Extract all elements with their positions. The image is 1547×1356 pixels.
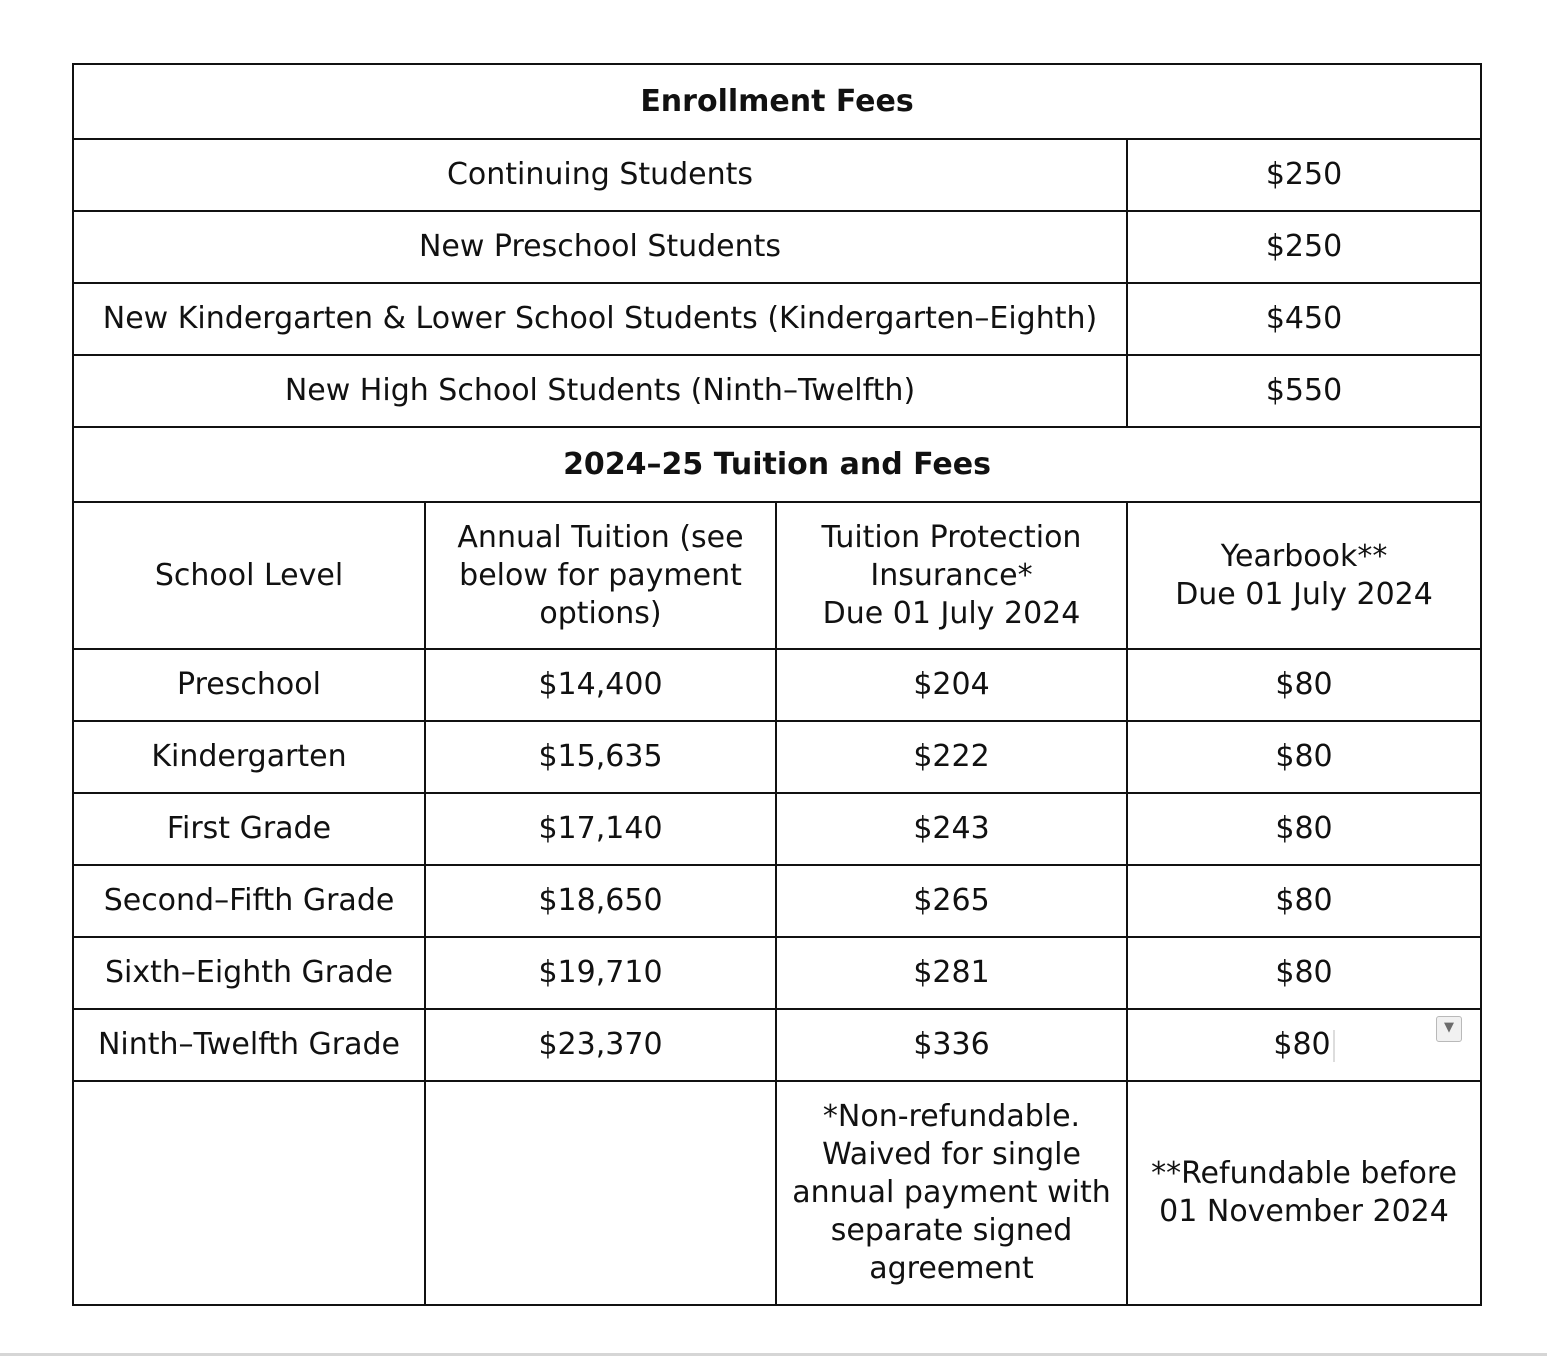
yearbook-cell[interactable]: $80: [1127, 649, 1481, 721]
enrollment-title[interactable]: Enrollment Fees: [73, 64, 1481, 139]
header-insurance[interactable]: [776, 502, 1127, 649]
school-level-cell[interactable]: First Grade: [73, 793, 425, 865]
school-level-cell[interactable]: Kindergarten: [73, 721, 425, 793]
annual-tuition-cell[interactable]: $15,635: [425, 721, 776, 793]
insurance-cell[interactable]: $336: [776, 1009, 1127, 1081]
tuition-row: [73, 721, 1481, 793]
empty-note-cell[interactable]: [425, 1081, 776, 1305]
text-cursor: [1333, 1030, 1335, 1062]
header-yearbook[interactable]: [1127, 502, 1481, 649]
empty-note-cell[interactable]: [73, 1081, 425, 1305]
enrollment-fee[interactable]: $250: [1127, 139, 1481, 211]
school-level-cell[interactable]: Second–Fifth Grade: [73, 865, 425, 937]
enrollment-row: [73, 283, 1481, 355]
header-insurance-line2: Due 01 July 2024: [822, 595, 1081, 631]
yearbook-cell-active[interactable]: [1127, 1009, 1481, 1081]
tuition-title-row: [73, 427, 1481, 502]
yearbook-cell[interactable]: $80: [1127, 793, 1481, 865]
enrollment-fee[interactable]: $250: [1127, 211, 1481, 283]
annual-tuition-cell[interactable]: $18,650: [425, 865, 776, 937]
enrollment-title-row: [73, 64, 1481, 139]
annual-tuition-cell[interactable]: $17,140: [425, 793, 776, 865]
tuition-row: [73, 937, 1481, 1009]
yearbook-cell[interactable]: $80: [1127, 721, 1481, 793]
notes-row: [73, 1081, 1481, 1305]
fees-document: [72, 63, 1480, 1306]
tuition-row: [73, 865, 1481, 937]
enrollment-row: [73, 211, 1481, 283]
yearbook-cell[interactable]: $80: [1127, 865, 1481, 937]
fees-table: [72, 63, 1482, 1306]
yearbook-cell[interactable]: $80: [1127, 937, 1481, 1009]
tuition-header-row: [73, 502, 1481, 649]
yearbook-value: $80: [1273, 1027, 1331, 1062]
school-level-cell[interactable]: Ninth–Twelfth Grade: [73, 1009, 425, 1081]
header-school-level[interactable]: School Level: [73, 502, 425, 649]
enrollment-fee[interactable]: $550: [1127, 355, 1481, 427]
insurance-cell[interactable]: $204: [776, 649, 1127, 721]
chevron-down-icon[interactable]: ▼: [1436, 1016, 1462, 1042]
header-yearbook-line1: Yearbook**: [1220, 538, 1388, 574]
enrollment-label[interactable]: New Preschool Students: [73, 211, 1127, 283]
school-level-cell[interactable]: Sixth–Eighth Grade: [73, 937, 425, 1009]
enrollment-row: [73, 355, 1481, 427]
insurance-cell[interactable]: $222: [776, 721, 1127, 793]
enrollment-row: [73, 139, 1481, 211]
annual-tuition-cell[interactable]: $23,370: [425, 1009, 776, 1081]
insurance-cell[interactable]: $243: [776, 793, 1127, 865]
yearbook-note[interactable]: **Refundable before 01 November 2024: [1127, 1081, 1481, 1305]
insurance-cell[interactable]: $265: [776, 865, 1127, 937]
tuition-row: [73, 649, 1481, 721]
tuition-title[interactable]: 2024–25 Tuition and Fees: [73, 427, 1481, 502]
tuition-row: [73, 1009, 1481, 1081]
annual-tuition-cell[interactable]: $14,400: [425, 649, 776, 721]
tuition-row: [73, 793, 1481, 865]
header-yearbook-line2: Due 01 July 2024: [1175, 576, 1433, 612]
annual-tuition-cell[interactable]: $19,710: [425, 937, 776, 1009]
enrollment-fee[interactable]: $450: [1127, 283, 1481, 355]
insurance-note[interactable]: *Non-refundable. Waived for single annual payment with separate signed agreement: [776, 1081, 1127, 1305]
header-annual-tuition[interactable]: Annual Tuition (see below for payment options): [425, 502, 776, 649]
insurance-cell[interactable]: $281: [776, 937, 1127, 1009]
school-level-cell[interactable]: Preschool: [73, 649, 425, 721]
header-insurance-line1: Tuition Protection Insurance*: [821, 519, 1082, 593]
enrollment-label[interactable]: New Kindergarten & Lower School Students (Kindergarten–Eighth): [73, 283, 1127, 355]
enrollment-label[interactable]: Continuing Students: [73, 139, 1127, 211]
enrollment-label[interactable]: New High School Students (Ninth–Twelfth): [73, 355, 1127, 427]
